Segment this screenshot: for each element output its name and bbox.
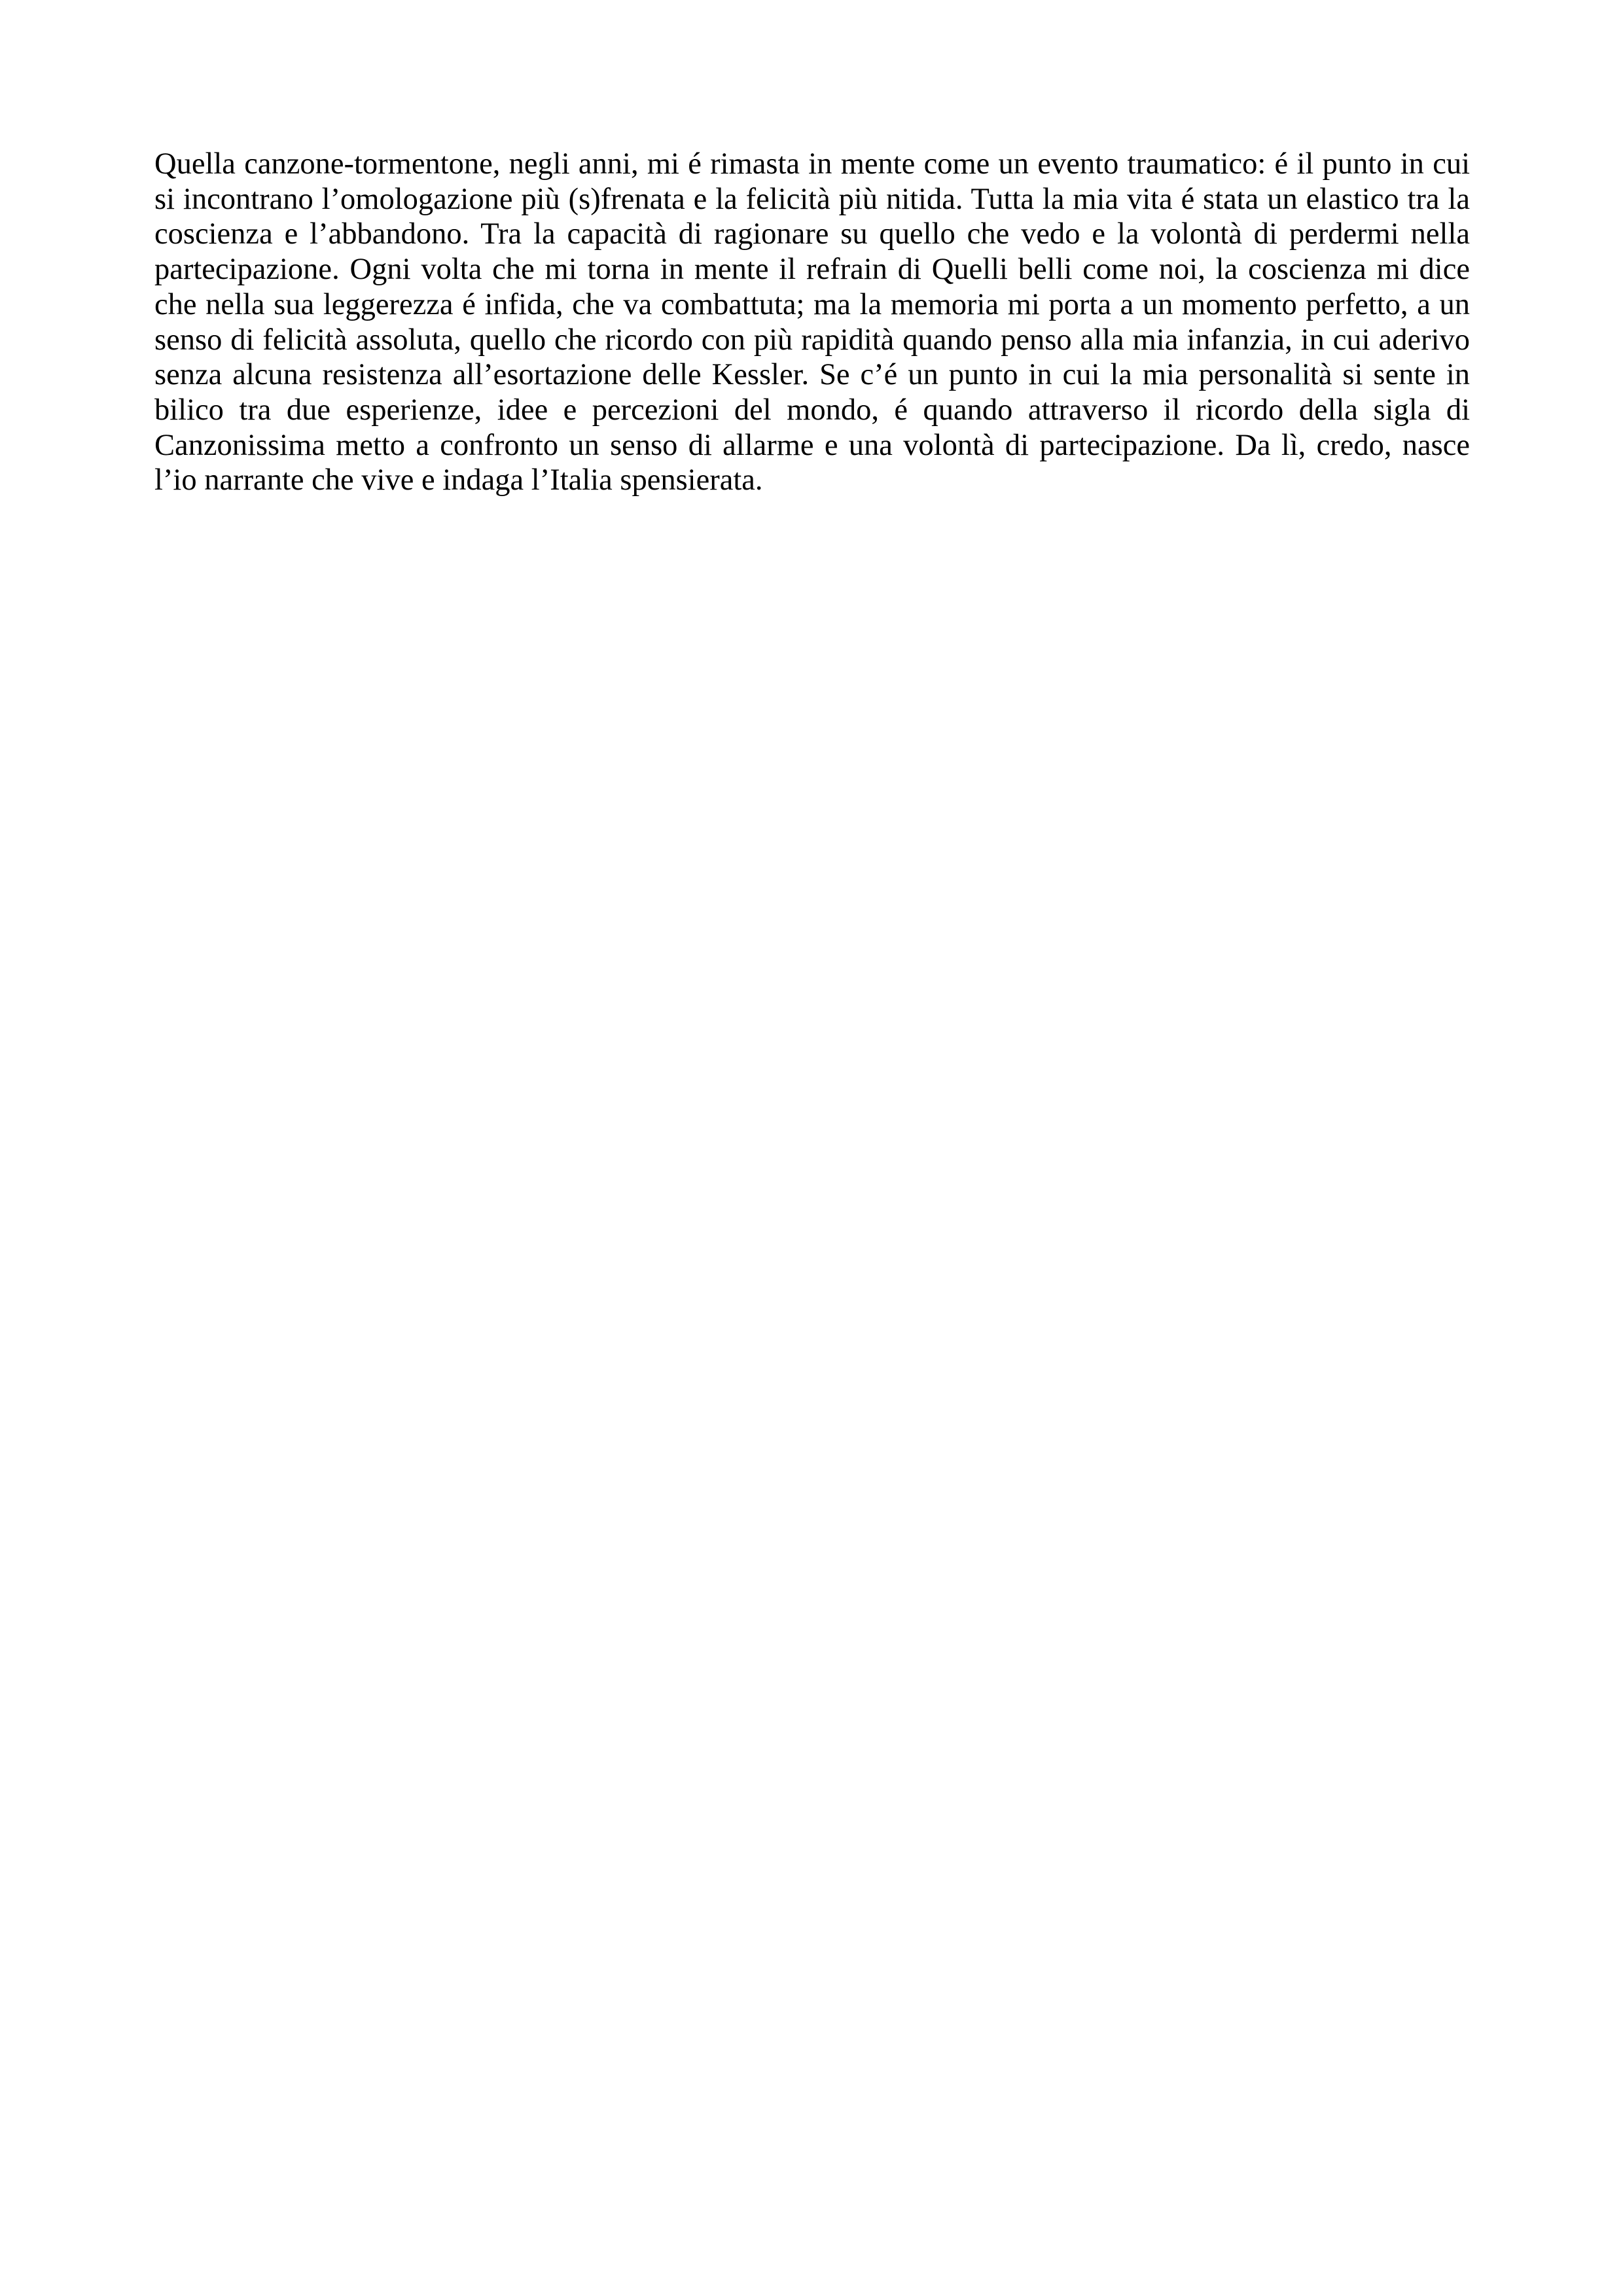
body-paragraph: Quella canzone-tormentone, negli anni, mi é rimasta in mente come un evento traumatico: é il punto in cui si incontrano l’omologazione più (s)frenata e la felicità più nitida. Tutta la mia vita é stata un elastico tra la coscienza e l’abbandono. Tra la capacità di ragionare su quello che vedo e la volontà di perdermi nella partecipazione. Ogni volta che mi torna in mente il refrain di Quelli belli come noi, la coscienza mi dice che nella sua leggerezza é infida, che va combattuta; ma la memoria mi porta a un momento perfetto, a un senso di felicità assoluta, quello che ricordo con più rapidità quando penso alla mia infanzia, in cui aderivo senza alcuna resistenza all’esortazione delle Kessler. Se c’é un punto in cui la mia personalità si sente in bilico tra due esperienze, idee e percezioni del mondo, é quando attraverso il ricordo della sigla di Canzonissima metto a confronto un senso di allarme e una volontà di partecipazione. Da lì, credo, nasce l’io narrante che vive e indaga l’Italia spensierata. [154, 147, 1470, 497]
